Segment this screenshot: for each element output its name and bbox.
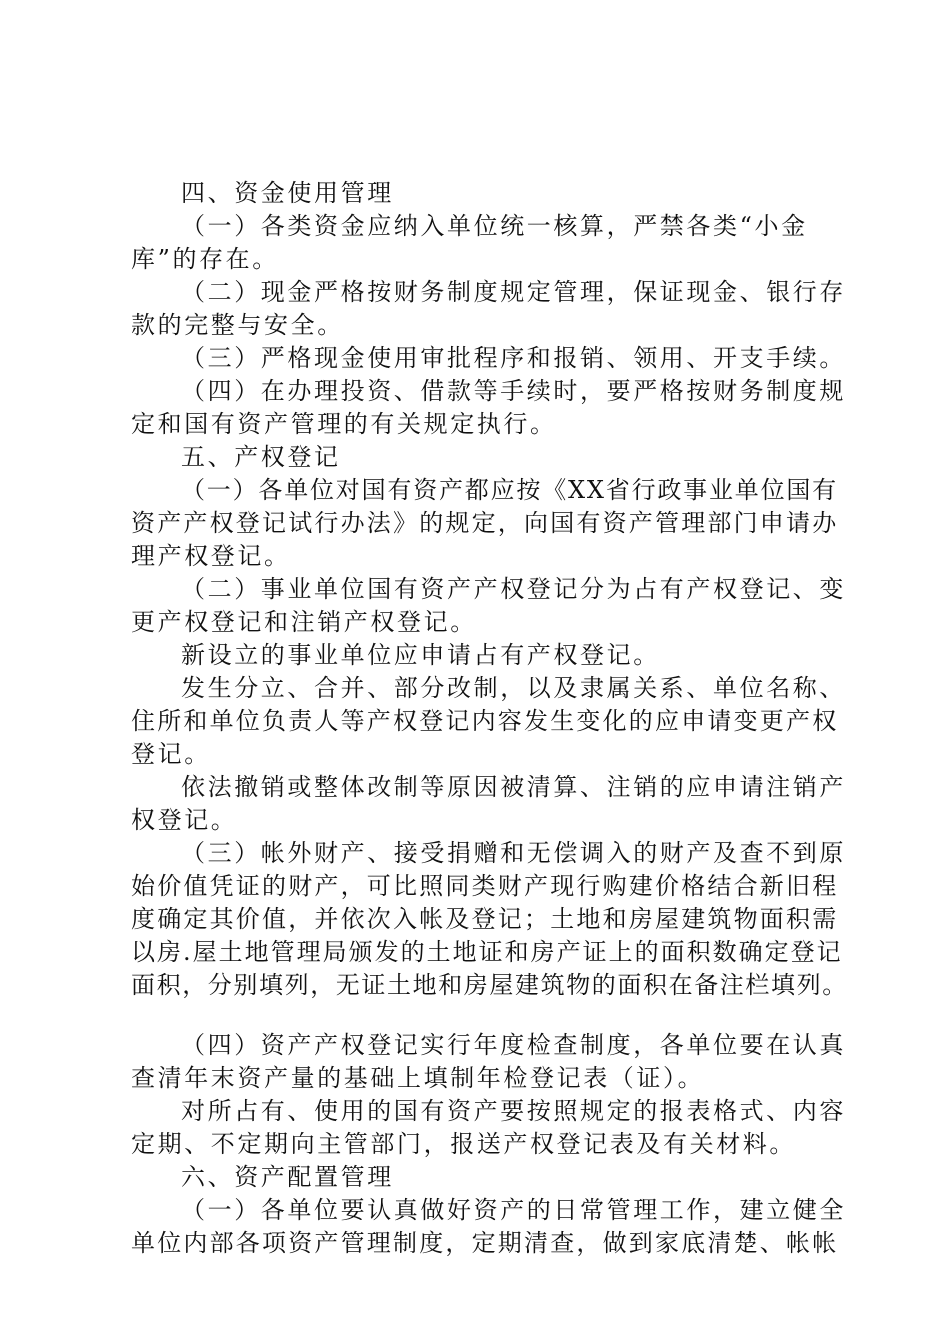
paragraph-line: 查清年末资产量的基础上填制年检登记表（证）。 [131,1064,705,1092]
paragraph-line: 定和国有资产管理的有关规定执行。 [131,410,557,438]
paragraph-line: （二）事业单位国有资产产权登记分为占有产权登记、变 [181,575,846,603]
paragraph-line: 面积，分别填列，无证土地和房屋建筑物的面积在备注栏填列。 [131,971,848,999]
paragraph-line: 单位内部各项资产管理制度，定期清查，做到家底清楚、帐帐 [131,1229,839,1257]
paragraph-line: 始价值凭证的财产，可比照同类财产现行购建价格结合新旧程 [131,872,839,900]
section-heading: 五、产权登记 [181,443,341,471]
paragraph-line: 理产权登记。 [131,542,291,570]
paragraph-line: 款的完整与安全。 [131,311,344,339]
paragraph-line: （一）各类资金应纳入单位统一核算，严禁各类“小金 [181,212,808,240]
paragraph-line: 库”的存在。 [131,245,279,273]
paragraph-line: （四）在办理投资、借款等手续时，要严格按财务制度规 [181,377,846,405]
paragraph-line: 住所和单位负责人等产权登记内容发生变化的应申请变更产权 [131,707,839,735]
section-heading: 四、资金使用管理 [181,179,394,207]
paragraph-line: 以房.屋土地管理局颁发的土地证和房产证上的面积数确定登记 [131,938,843,966]
section-heading: 六、资产配置管理 [181,1163,394,1191]
paragraph-line: （二）现金严格按财务制度规定管理，保证现金、银行存 [181,278,846,306]
paragraph-line: （四）资产产权登记实行年度检查制度，各单位要在认真 [181,1031,846,1059]
paragraph-line: 登记。 [131,740,211,768]
paragraph-line: （三）严格现金使用审批程序和报销、领用、开支手续。 [181,344,846,372]
paragraph-line: （一）各单位对国有资产都应按《XX省行政事业单位国有 [181,476,838,504]
paragraph-line: 发生分立、合并、部分改制，以及隶属关系、单位名称、 [181,674,846,702]
paragraph-line: 对所占有、使用的国有资产要按照规定的报表格式、内容 [181,1097,846,1125]
paragraph-line: 更产权登记和注销产权登记。 [131,608,477,636]
paragraph-line: 资产产权登记试行办法》的规定，向国有资产管理部门申请办 [131,509,839,537]
paragraph-line: 依法撤销或整体改制等原因被清算、注销的应申请注销产 [181,773,846,801]
paragraph-line: 权登记。 [131,806,238,834]
paragraph-line: 新设立的事业单位应申请占有产权登记。 [181,641,660,669]
paragraph-line: 定期、不定期向主管部门，报送产权登记表及有关材料。 [131,1130,796,1158]
paragraph-line: （三）帐外财产、接受捐赠和无偿调入的财产及查不到原 [181,839,846,867]
paragraph-line: 度确定其价值，并依次入帐及登记；土地和房屋建筑物面积需 [131,905,839,933]
paragraph-line: （一）各单位要认真做好资产的日常管理工作，建立健全 [181,1196,846,1224]
